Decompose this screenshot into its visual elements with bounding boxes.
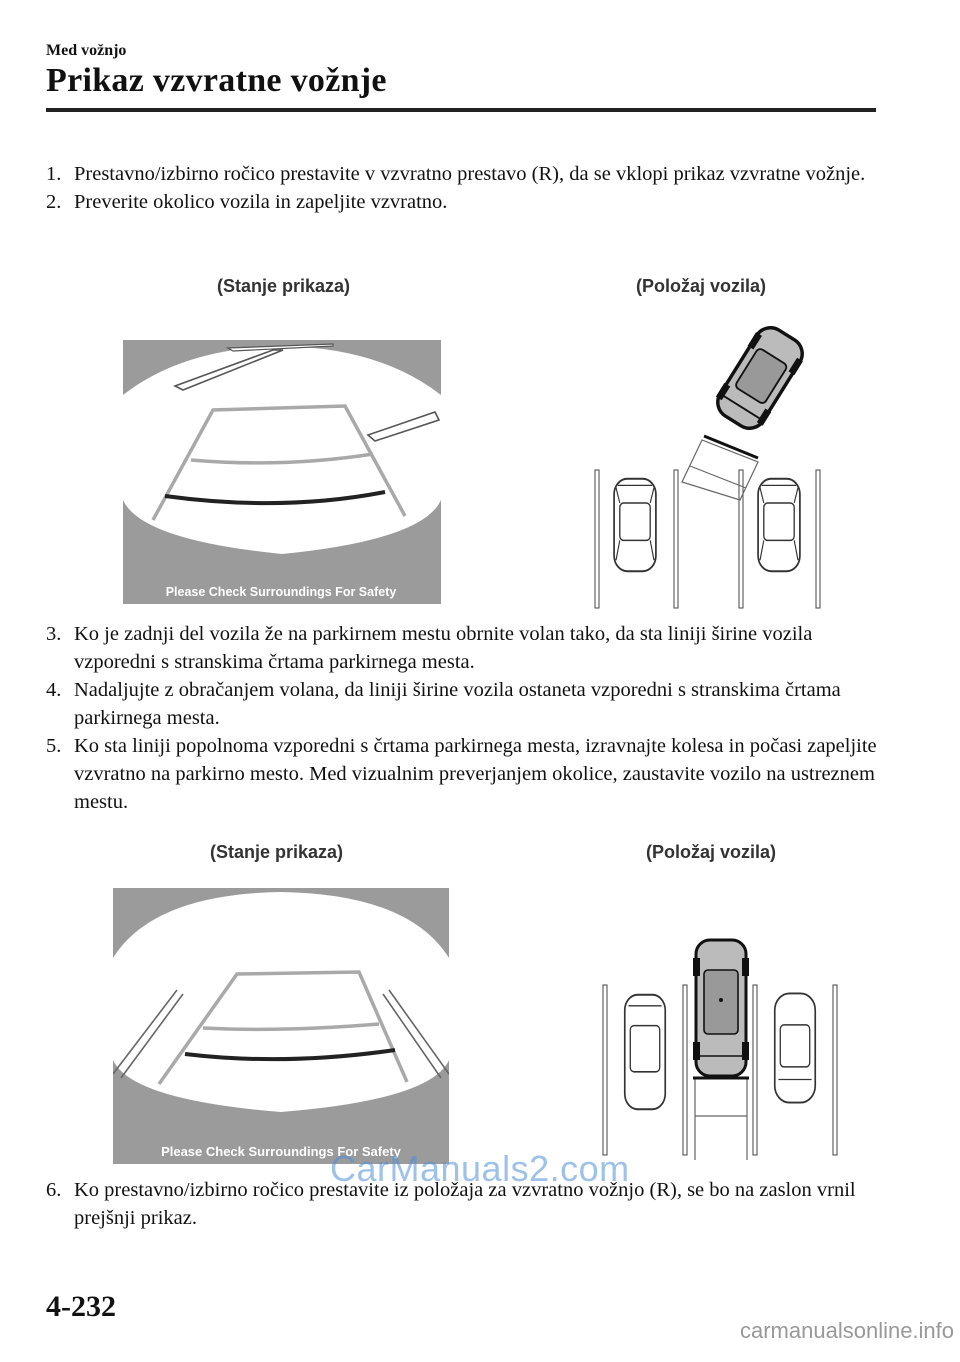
- list-item: 3. Ko je zadnji del vozila že na parkirnem mestu obrnite volan tako, da sta liniji širine vozila vzporedni s stranskima črtama parkirnega mesta.: [46, 623, 813, 673]
- step-text: Ko prestavno/izbirno ročico prestavite iz položaja za vzvratno vožnjo (R), se bo na zaslon vrnil prejšnji prikaz.: [74, 1179, 856, 1229]
- watermark-overlay: CarManuals2.com: [330, 1148, 630, 1189]
- step-text: Nadaljujte z obračanjem volana, da liniji širine vozila ostaneta vzporedni s stranskima črtama parkirnega mesta.: [74, 679, 841, 729]
- rear-camera-screen-2: [113, 888, 449, 1164]
- step-text: Preverite okolico vozila in zapeljite vzvratno.: [74, 191, 448, 213]
- rear-camera-screen-1: [123, 340, 441, 604]
- caption-vehicle-2: (Položaj vozila): [646, 842, 777, 862]
- screen-message-2: Please Check Surroundings For Safety: [161, 1144, 401, 1159]
- vehicle-position-diagram-1: [580, 300, 850, 610]
- title-rule: [46, 108, 876, 112]
- watermark-footer: carmanualsonline.info: [740, 1318, 955, 1343]
- caption-screen-1: (Stanje prikaza): [217, 276, 351, 296]
- list-item: 4. Nadaljujte z obračanjem volana, da liniji širine vozila ostaneta vzporedni s stranskima črtama parkirnega mesta.: [46, 679, 841, 729]
- page-number: 4-232: [46, 1290, 116, 1323]
- screen-message-1: Please Check Surroundings For Safety: [165, 585, 397, 599]
- step-text: Prestavno/izbirno ročico prestavite v vzvratno prestavo (R), da se vklopi prikaz vzvratne vožnje.: [74, 163, 866, 185]
- vehicle-position-diagram-2: [600, 930, 840, 1160]
- step-text: Ko sta liniji popolnoma vzporedni s črtama parkirnega mesta, izravnajte kolesa in počasi zapeljite vzvratno na parkirno mesto. Med vizualnim preverjanjem okolice, zaustavite vozilo na ustreznem mestu.: [74, 735, 877, 813]
- list-item: 6. Ko prestavno/izbirno ročico prestavite iz položaja za vzvratno vožnjo (R), se bo na zaslon vrnil prejšnji prikaz.: [46, 1179, 856, 1229]
- step-text: Ko je zadnji del vozila že na parkirnem mestu obrnite volan tako, da sta liniji širine vozila vzporedni s stranskima črtama parkirnega mesta.: [74, 623, 813, 673]
- steps-list-2: [46, 620, 886, 816]
- page-title: Prikaz vzvratne vožnje: [46, 62, 387, 99]
- section-label: Med vožnjo: [46, 42, 127, 59]
- list-item: 5. Ko sta liniji popolnoma vzporedni s črtama parkirnega mesta, izravnajte kolesa in počasi zapeljite vzvratno na parkirno mesto. Med vizualnim preverjanjem okolice, zaustavite vozilo na ustreznem mestu.: [46, 735, 877, 813]
- list-item: 2. Preverite okolico vozila in zapeljite vzvratno.: [46, 191, 448, 213]
- steps-list-1: [46, 160, 886, 216]
- list-item: 1. Prestavno/izbirno ročico prestavite v vzvratno prestavo (R), da se vklopi prikaz vzvratne vožnje.: [46, 163, 866, 185]
- caption-screen-2: (Stanje prikaza): [210, 842, 344, 862]
- caption-vehicle-1: (Položaj vozila): [636, 276, 767, 296]
